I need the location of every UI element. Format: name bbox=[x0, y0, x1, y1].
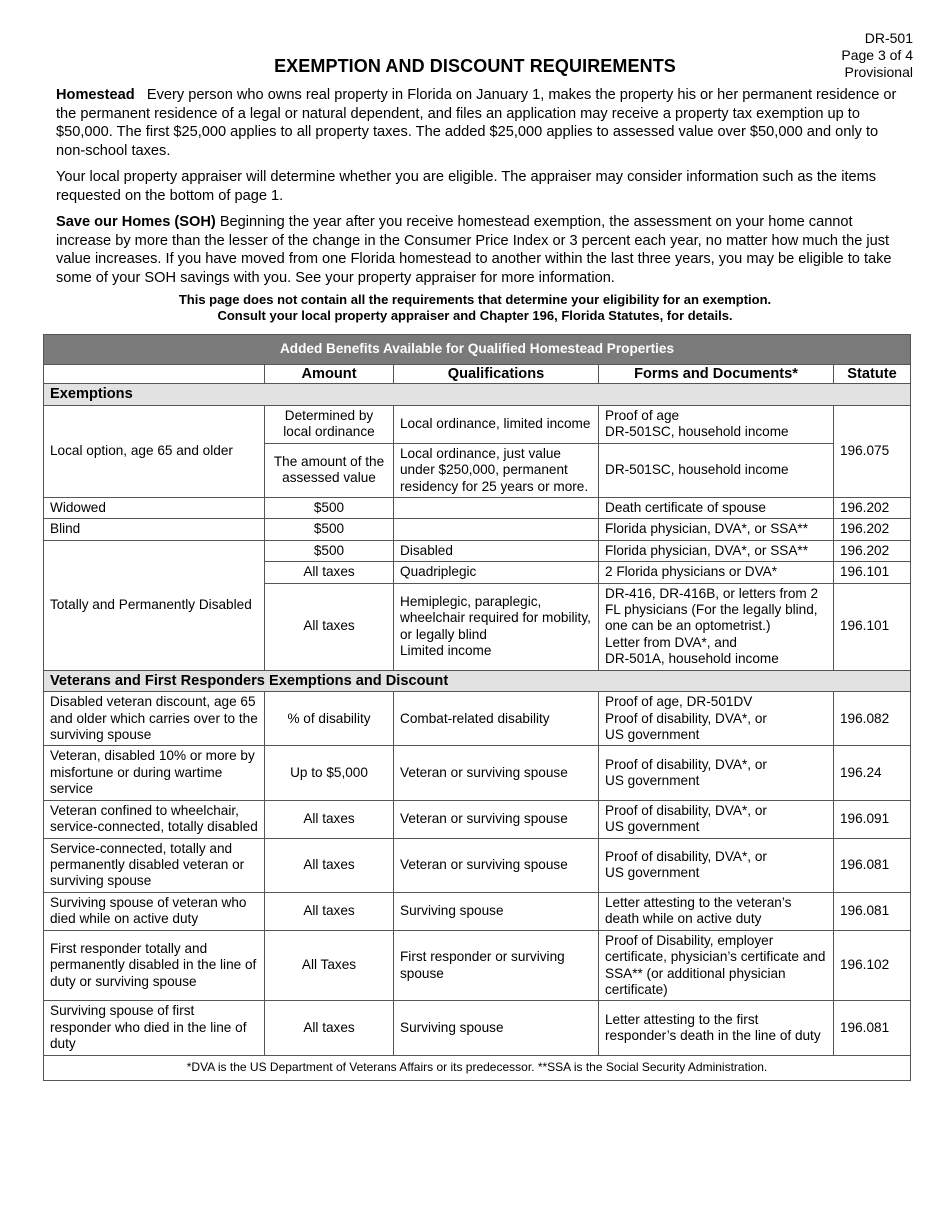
forms-cell: DR-416, DR-416B, or letters from 2 FL physicians (For the legally blind, one can be an optometrist.) Letter from DVA*, and DR-501A, household income bbox=[599, 583, 834, 670]
table-row bbox=[44, 838, 911, 892]
table-row bbox=[44, 746, 911, 800]
statute-cell: 196.202 bbox=[834, 519, 911, 540]
row-label: Widowed bbox=[44, 498, 265, 519]
amount-cell: All taxes bbox=[265, 838, 394, 892]
qualification-cell: Veteran or surviving spouse bbox=[394, 746, 599, 800]
statute-cell: 196.101 bbox=[834, 583, 911, 670]
statute-cell: 196.202 bbox=[834, 498, 911, 519]
form-status: Provisional bbox=[844, 64, 913, 80]
qualification-cell: Local ordinance, just value under $250,000, permanent residency for 25 years or more. bbox=[394, 443, 599, 497]
table-row bbox=[44, 540, 911, 561]
benefits-table bbox=[43, 334, 911, 1081]
forms-cell: DR-501SC, household income bbox=[599, 443, 834, 497]
statute-cell: 196.082 bbox=[834, 692, 911, 746]
appraiser-paragraph bbox=[56, 168, 902, 205]
amount-cell: $500 bbox=[265, 498, 394, 519]
qualification-cell bbox=[394, 498, 599, 519]
statute-cell: 196.081 bbox=[834, 892, 911, 930]
statute-cell: 196.081 bbox=[834, 838, 911, 892]
table-banner-row bbox=[44, 335, 911, 365]
homestead-label: Homestead bbox=[56, 87, 135, 103]
statute-cell: 196.101 bbox=[834, 562, 911, 583]
forms-cell: Letter attesting to the first responder’s death in the line of duty bbox=[599, 1001, 834, 1055]
qualification-cell: Disabled bbox=[394, 540, 599, 561]
footnote: *DVA is the US Department of Veterans Affairs or its predecessor. **SSA is the Social Security Administration. bbox=[44, 1055, 911, 1080]
amount-cell: All taxes bbox=[265, 583, 394, 670]
soh-text: Beginning the year after you receive homestead exemption, the assessment on your home cannot increase by more than the lesser of the change in the Consumer Price Index or 3 percent each year, no matter how much the just value increases. If you have moved from one Florida homestead to another within the last three years, you may be eligible to take some of your SOH savings with you. See your property appraiser for more information. bbox=[56, 214, 892, 286]
amount-cell: All Taxes bbox=[265, 930, 394, 1001]
statute-cell: 196.24 bbox=[834, 746, 911, 800]
table-row bbox=[44, 892, 911, 930]
forms-cell: Proof of Disability, employer certificate, physician’s certificate and SSA** (or additional physician certificate) bbox=[599, 930, 834, 1001]
statute-cell: 196.202 bbox=[834, 540, 911, 561]
forms-cell: Proof of age, DR-501DV Proof of disability, DVA*, or US government bbox=[599, 692, 834, 746]
table-row bbox=[44, 692, 911, 746]
amount-cell: All taxes bbox=[265, 892, 394, 930]
row-label: Disabled veteran discount, age 65 and older which carries over to the surviving spouse bbox=[44, 692, 265, 746]
qualification-cell: Veteran or surviving spouse bbox=[394, 838, 599, 892]
section-veterans: Veterans and First Responders Exemptions and Discount bbox=[44, 670, 911, 691]
row-label: Veteran confined to wheelchair, service-connected, totally disabled bbox=[44, 800, 265, 838]
soh-label: Save our Homes (SOH) bbox=[56, 214, 216, 230]
statute-cell: 196.091 bbox=[834, 800, 911, 838]
qualification-cell: Veteran or surviving spouse bbox=[394, 800, 599, 838]
table-row bbox=[44, 800, 911, 838]
row-label: First responder totally and permanently disabled in the line of duty or surviving spouse bbox=[44, 930, 265, 1001]
qualification-cell: First responder or surviving spouse bbox=[394, 930, 599, 1001]
amount-cell: $500 bbox=[265, 540, 394, 561]
qualification-cell bbox=[394, 519, 599, 540]
eligibility-note bbox=[0, 292, 950, 324]
homestead-text: Every person who owns real property in Florida on January 1, makes the property his or her permanent residence or the permanent residence of a legal or natural dependent, and files an application may receive a property tax exemption up to $50,000. The first $25,000 applies to all property taxes. The added $25,000 applies to assessed value over $50,000 and only to non-school taxes. bbox=[56, 87, 897, 159]
row-label: Totally and Permanently Disabled bbox=[44, 540, 265, 670]
qualification-cell: Quadriplegic bbox=[394, 562, 599, 583]
amount-cell: The amount of the assessed value bbox=[265, 443, 394, 497]
statute-cell: 196.081 bbox=[834, 1001, 911, 1055]
column-header-forms: Forms and Documents* bbox=[599, 365, 834, 384]
forms-cell: 2 Florida physicians or DVA* bbox=[599, 562, 834, 583]
column-header-amount: Amount bbox=[265, 365, 394, 384]
forms-cell: Proof of disability, DVA*, or US government bbox=[599, 800, 834, 838]
amount-cell: $500 bbox=[265, 519, 394, 540]
qualification-cell: Hemiplegic, paraplegic, wheelchair required for mobility, or legally blind Limited income bbox=[394, 583, 599, 670]
forms-cell: Proof of disability, DVA*, or US government bbox=[599, 838, 834, 892]
table-row bbox=[44, 1001, 911, 1055]
row-label: Surviving spouse of veteran who died while on active duty bbox=[44, 892, 265, 930]
row-label: Local option, age 65 and older bbox=[44, 405, 265, 497]
page-title: EXEMPTION AND DISCOUNT REQUIREMENTS bbox=[274, 56, 676, 76]
amount-cell: Up to $5,000 bbox=[265, 746, 394, 800]
amount-cell: All taxes bbox=[265, 800, 394, 838]
soh-paragraph bbox=[56, 213, 902, 287]
forms-cell: Letter attesting to the veteran’s death while on active duty bbox=[599, 892, 834, 930]
benefits-table-wrapper bbox=[43, 334, 910, 1081]
amount-cell: Determined by local ordinance bbox=[265, 405, 394, 443]
note-line-1: This page does not contain all the requirements that determine your eligibility for an exemption. bbox=[178, 292, 772, 307]
row-label: Veteran, disabled 10% or more by misfortune or during wartime service bbox=[44, 746, 265, 800]
table-row bbox=[44, 930, 911, 1001]
row-label: Blind bbox=[44, 519, 265, 540]
qualification-cell: Surviving spouse bbox=[394, 1001, 599, 1055]
amount-cell: % of disability bbox=[265, 692, 394, 746]
table-banner: Added Benefits Available for Qualified Homestead Properties bbox=[44, 335, 911, 365]
page-number: Page 3 of 4 bbox=[841, 47, 913, 63]
table-row bbox=[44, 519, 911, 540]
column-header-qualifications: Qualifications bbox=[394, 365, 599, 384]
forms-cell: Proof of age DR-501SC, household income bbox=[599, 405, 834, 443]
column-header-statute: Statute bbox=[834, 365, 911, 384]
homestead-paragraph bbox=[56, 86, 902, 160]
qualification-cell: Surviving spouse bbox=[394, 892, 599, 930]
appraiser-text: Your local property appraiser will determine whether you are eligible. The appraiser may consider information such as the items requested on the bottom of page 1. bbox=[56, 169, 877, 204]
table-row bbox=[44, 498, 911, 519]
section-row bbox=[44, 670, 911, 691]
form-number: DR-501 bbox=[864, 30, 913, 46]
amount-cell: All taxes bbox=[265, 562, 394, 583]
forms-cell: Death certificate of spouse bbox=[599, 498, 834, 519]
forms-cell: Florida physician, DVA*, or SSA** bbox=[599, 519, 834, 540]
qualification-cell: Local ordinance, limited income bbox=[394, 405, 599, 443]
row-label: Surviving spouse of first responder who died in the line of duty bbox=[44, 1001, 265, 1055]
section-exemptions: Exemptions bbox=[44, 384, 911, 405]
section-row bbox=[44, 384, 911, 405]
column-header-category bbox=[44, 365, 265, 384]
row-label: Service-connected, totally and permanently disabled veteran or surviving spouse bbox=[44, 838, 265, 892]
table-row bbox=[44, 405, 911, 443]
note-line-2: Consult your local property appraiser and Chapter 196, Florida Statutes, for details. bbox=[217, 308, 733, 323]
statute-cell: 196.075 bbox=[834, 405, 911, 497]
amount-cell: All taxes bbox=[265, 1001, 394, 1055]
footnote-row bbox=[44, 1055, 911, 1080]
forms-cell: Florida physician, DVA*, or SSA** bbox=[599, 540, 834, 561]
qualification-cell: Combat-related disability bbox=[394, 692, 599, 746]
forms-cell: Proof of disability, DVA*, or US government bbox=[599, 746, 834, 800]
column-header-row bbox=[44, 365, 911, 384]
statute-cell: 196.102 bbox=[834, 930, 911, 1001]
